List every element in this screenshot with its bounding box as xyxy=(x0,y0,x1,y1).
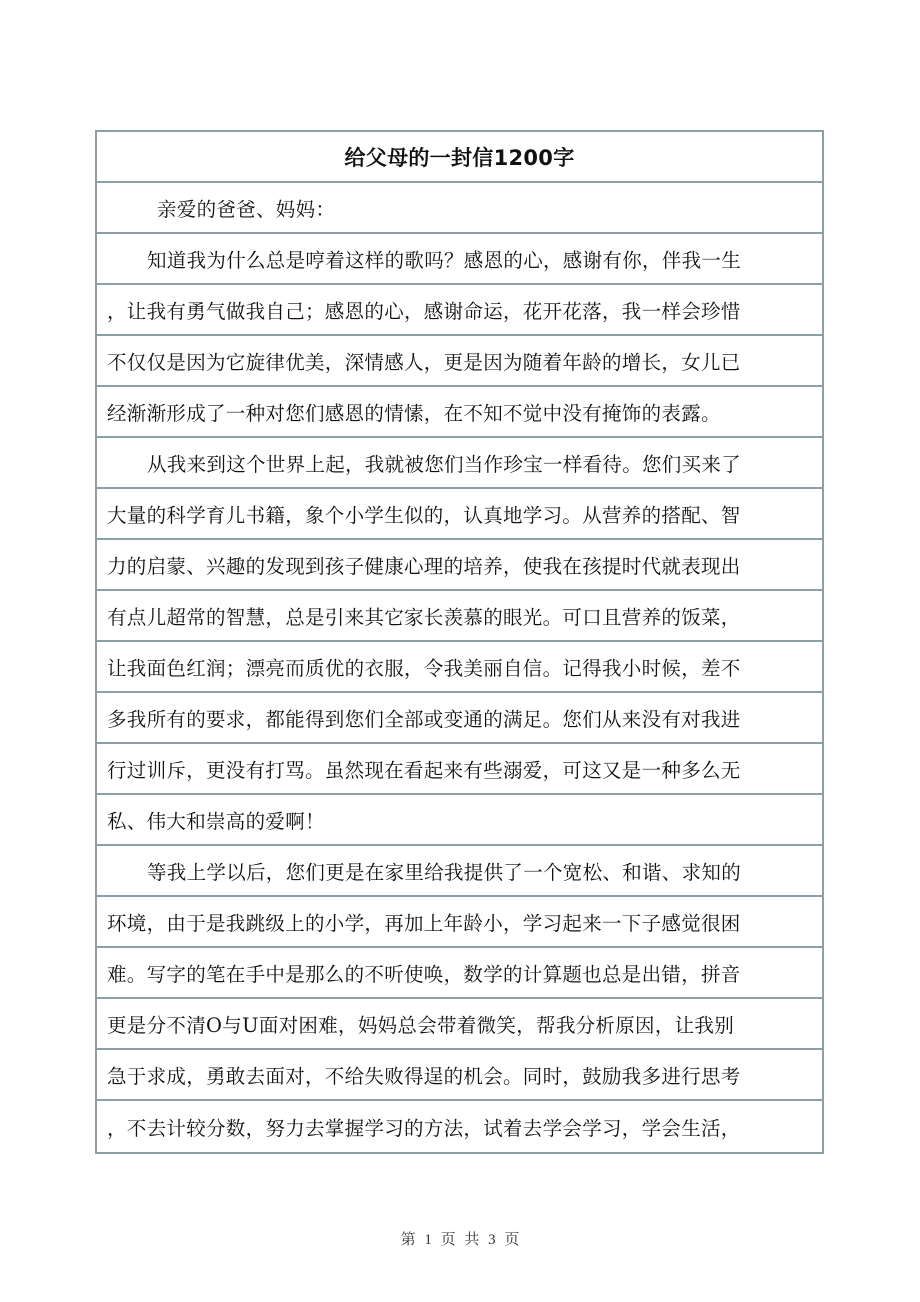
text-line: 从我来到这个世界上起，我就被您们当作珍宝一样看待。您们买来了 xyxy=(97,438,822,489)
text-line: 有点儿超常的智慧，总是引来其它家长羡慕的眼光。可口且营养的饭菜， xyxy=(97,591,822,642)
text-line: 力的启蒙、兴趣的发现到孩子健康心理的培养，使我在孩提时代就表现出 xyxy=(97,540,822,591)
text-line: 私、伟大和崇高的爱啊！ xyxy=(97,795,822,846)
text-line: 行过训斥，更没有打骂。虽然现在看起来有些溺爱，可这又是一种多么无 xyxy=(97,744,822,795)
text-line: 知道我为什么总是哼着这样的歌吗？感恩的心，感谢有你，伴我一生 xyxy=(97,234,822,285)
text-line: ，不去计较分数，努力去掌握学习的方法，试着去学会学习，学会生活， xyxy=(107,1116,741,1140)
text-line: 等我上学以后，您们更是在家里给我提供了一个宽松、和谐、求知的 xyxy=(97,846,822,897)
text-line: 让我面色红润；漂亮而质优的衣服，令我美丽自信。记得我小时候，差不 xyxy=(97,642,822,693)
text-line: 大量的科学育儿书籍，象个小学生似的，认真地学习。从营养的搭配、智 xyxy=(97,489,822,540)
text-line: 急于求成，勇敢去面对，不给失败得逞的机会。同时，鼓励我多进行思考 xyxy=(97,1050,822,1101)
page-indicator: 第 1 页 共 3 页 xyxy=(400,1232,520,1248)
text-line: 难。写字的笔在手中是那么的不听使唤，数学的计算题也总是出错，拼音 xyxy=(97,948,822,999)
text-line: 环境，由于是我跳级上的小学，再加上年龄小，学习起来一下子感觉很困 xyxy=(97,897,822,948)
letter-table xyxy=(95,130,824,1154)
text-line: 多我所有的要求，都能得到您们全部或变通的满足。您们从来没有对我进 xyxy=(97,693,822,744)
text-line: ，让我有勇气做我自己；感恩的心，感谢命运，花开花落，我一样会珍惜 xyxy=(97,285,822,336)
text-line: 不仅仅是因为它旋律优美，深情感人，更是因为随着年龄的增长，女儿已 xyxy=(97,336,822,387)
document-title: 给父母的一封信1200字 xyxy=(97,132,822,183)
text-line: 更是分不清O与U面对困难，妈妈总会带着微笑，帮我分析原因，让我别 xyxy=(97,999,822,1050)
salutation: 亲爱的爸爸、妈妈： xyxy=(97,183,822,234)
text-line: 经渐渐形成了一种对您们感恩的情愫，在不知不觉中没有掩饰的表露。 xyxy=(97,387,822,438)
